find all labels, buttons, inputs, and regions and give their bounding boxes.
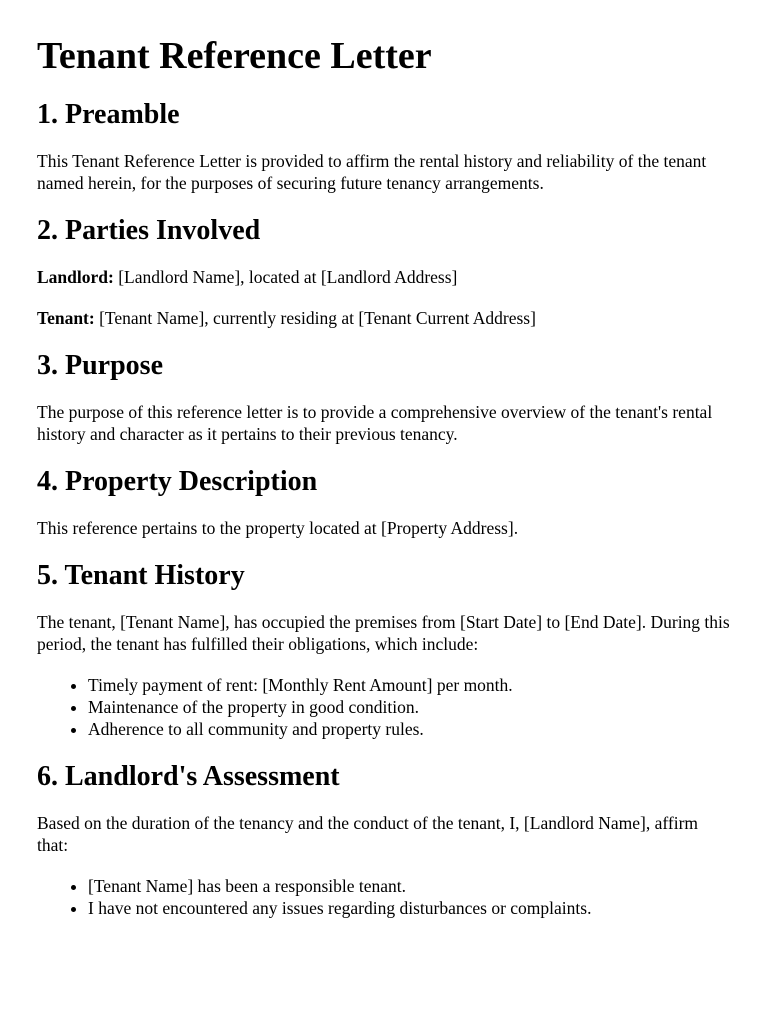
section-parties-involved: [37, 214, 733, 329]
section-purpose: [37, 349, 733, 445]
list-item: • Maintenance of the property in good condition.: [88, 696, 733, 718]
section-heading: 5. Tenant History: [37, 560, 245, 591]
list-item: • I have not encountered any issues regarding disturbances or complaints.: [88, 897, 733, 919]
landlord-line: [37, 266, 733, 288]
section-paragraph: The purpose of this reference letter is to provide a comprehensive overview of the tenant's rental history and character as it pertains to their previous tenancy.: [37, 402, 713, 444]
section-heading: 4. Property Description: [37, 466, 318, 497]
list-item: • [Tenant Name] has been a responsible tenant.: [88, 875, 733, 897]
section-heading: 3. Purpose: [37, 350, 163, 381]
section-paragraph: This Tenant Reference Letter is provided to affirm the rental history and reliability of the tenant named herein, for the purposes of securing future tenancy arrangements.: [37, 151, 707, 193]
tenant-label: Tenant:: [37, 308, 95, 328]
tenant-line: [37, 307, 733, 329]
landlord-text: [Landlord Name], located at [Landlord Address]: [113, 267, 458, 287]
tenant-text: [Tenant Name], currently residing at [Tenant Current Address]: [94, 308, 536, 328]
list-item: • Adherence to all community and property rules.: [88, 718, 733, 740]
section-heading: 1. Preamble: [37, 99, 180, 130]
section-property-description: [37, 465, 733, 539]
section-landlords-assessment: [37, 760, 733, 919]
assessment-list: [37, 875, 733, 919]
obligations-list: [37, 674, 733, 740]
section-paragraph: This reference pertains to the property located at [Property Address].: [37, 518, 519, 538]
landlord-label: Landlord:: [37, 267, 114, 287]
section-heading: 6. Landlord's Assessment: [37, 761, 340, 792]
section-heading: 2. Parties Involved: [37, 215, 261, 246]
section-paragraph: The tenant, [Tenant Name], has occupied the premises from [Start Date] to [End Date]. During this period, the tenant has fulfilled their obligations, which include:: [37, 612, 730, 654]
document-title: Tenant Reference Letter: [37, 35, 432, 77]
section-paragraph: Based on the duration of the tenancy and the conduct of the tenant, I, [Landlord Name], affirm that:: [37, 813, 699, 855]
list-item: • Timely payment of rent: [Monthly Rent Amount] per month.: [88, 674, 733, 696]
section-tenant-history: [37, 559, 733, 740]
section-preamble: [37, 98, 733, 194]
